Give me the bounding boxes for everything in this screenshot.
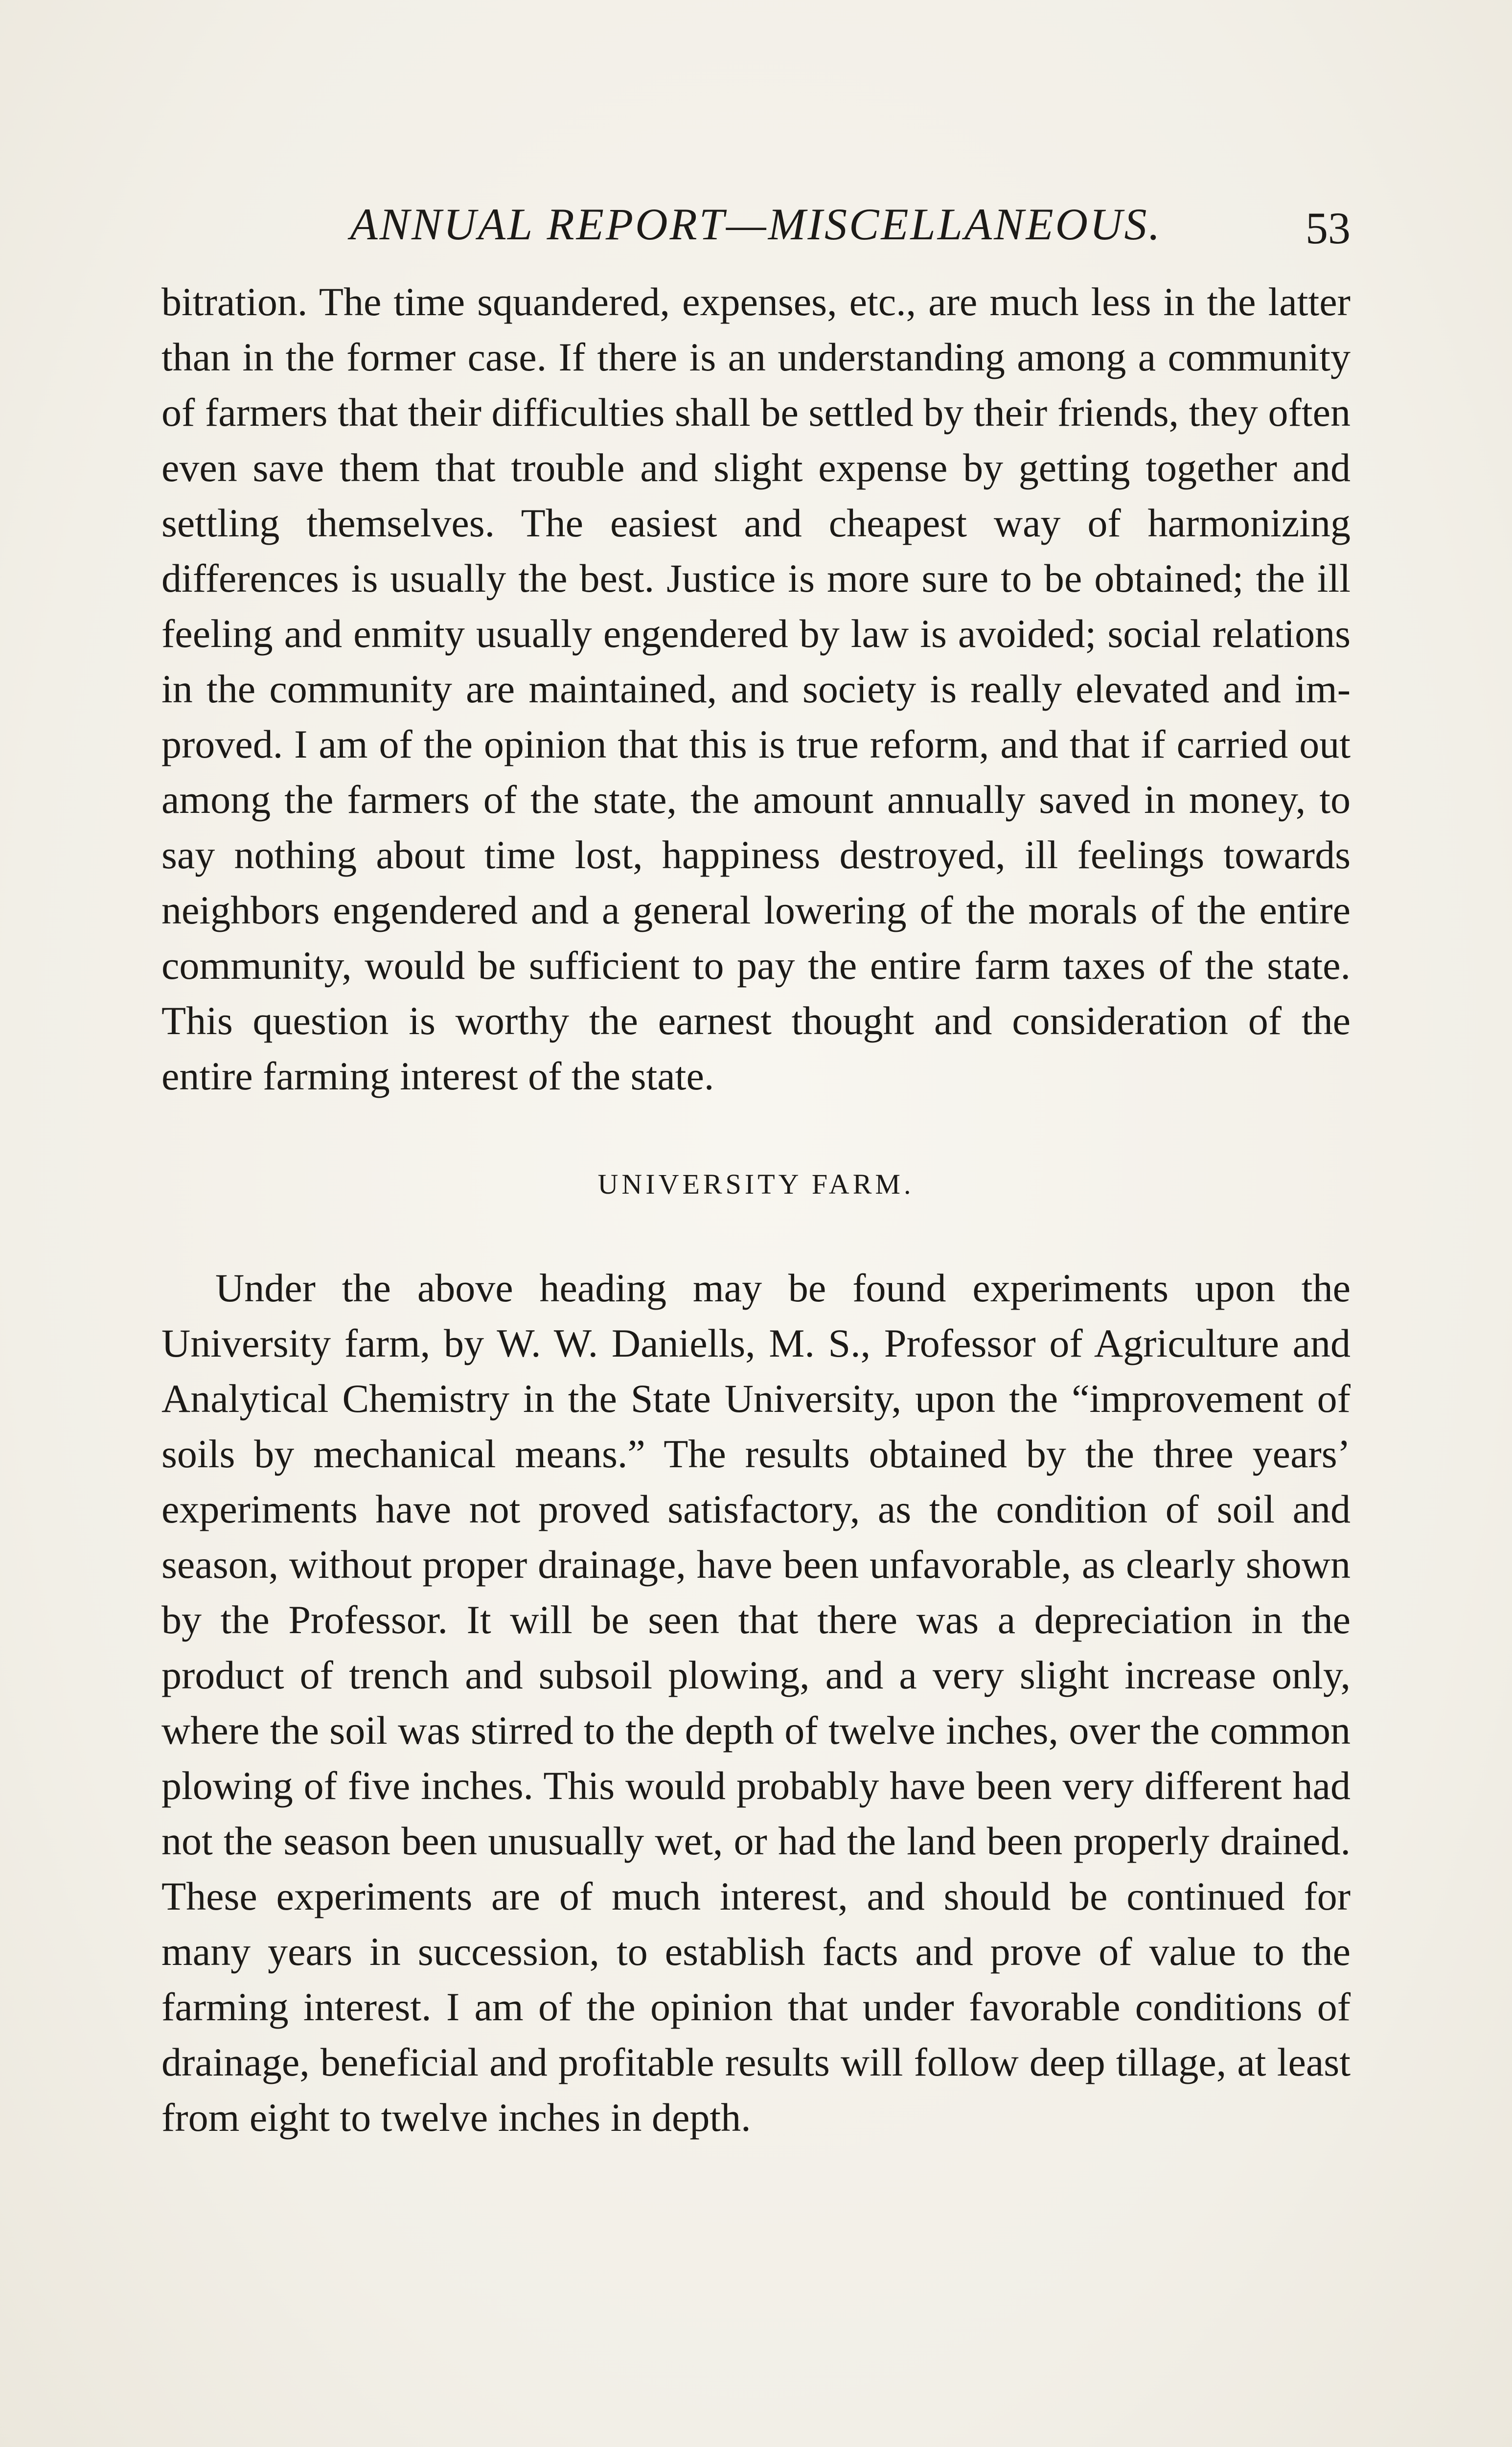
running-head — [161, 198, 1351, 257]
paragraph-1: bitration. The time squandered, expenses, etc., are much less in the latter than in the former case. If there is an understanding among a community of farmers that their difficulties shall be settled by their friends, they often even save them that trouble and slight expense by getting together and settling themselves. The easiest and cheapest way of harmonizing differences is usually the best. Justice is more sure to be obtained; the ill feeling and enmity usually engendered by law is avoided; social relations in the community are maintained, and society is really elevated and improved. I am of the opinion that this is true reform, and that if carried out among the farmers of the state, the amount annually saved in money, to say nothing about time lost, happiness destroyed, ill feelings towards neighbors engendered and a general lowering of the morals of the entire community, would be sufficient to pay the entire farm taxes of the state. This question is worthy the earnest thought and consideration of the entire farming interest of the state. — [161, 279, 1351, 1098]
section-heading: UNIVERSITY FARM. — [597, 1168, 915, 1200]
paragraph-2: Under the above heading may be found experiments upon the University farm, by W. W. Daniells, M. S., Professor of Agriculture and Analytical Chemistry in the State University, upon the “improvement of soils by mechanical means.” The results obtained by the three years’ experiments have not proved satisfactory, as the condition of soil and season, without proper drainage, have been unfavorable, as clearly shown by the Professor. It will be seen that there was a depreciation in the product of trench and subsoil plowing, and a very slight increase only, where the soil was stirred to the depth of twelve inches, over the common plowing of five inches. This would probably have been very different had not the season been unusually wet, or had the land been properly drained. These experiments are of much interest, and should be continued for many years in succession, to establish facts and prove of value to the farming interest. I am of the opinion that under favorable conditions of drainage, beneficial and profitable results will follow deep tillage, at least from eight to twelve inches in depth. — [161, 1266, 1351, 2140]
page-number: 53 — [1306, 203, 1351, 253]
running-title: ANNUAL REPORT—MISCELLANEOUS. — [350, 199, 1162, 249]
body-text — [161, 274, 1351, 2145]
